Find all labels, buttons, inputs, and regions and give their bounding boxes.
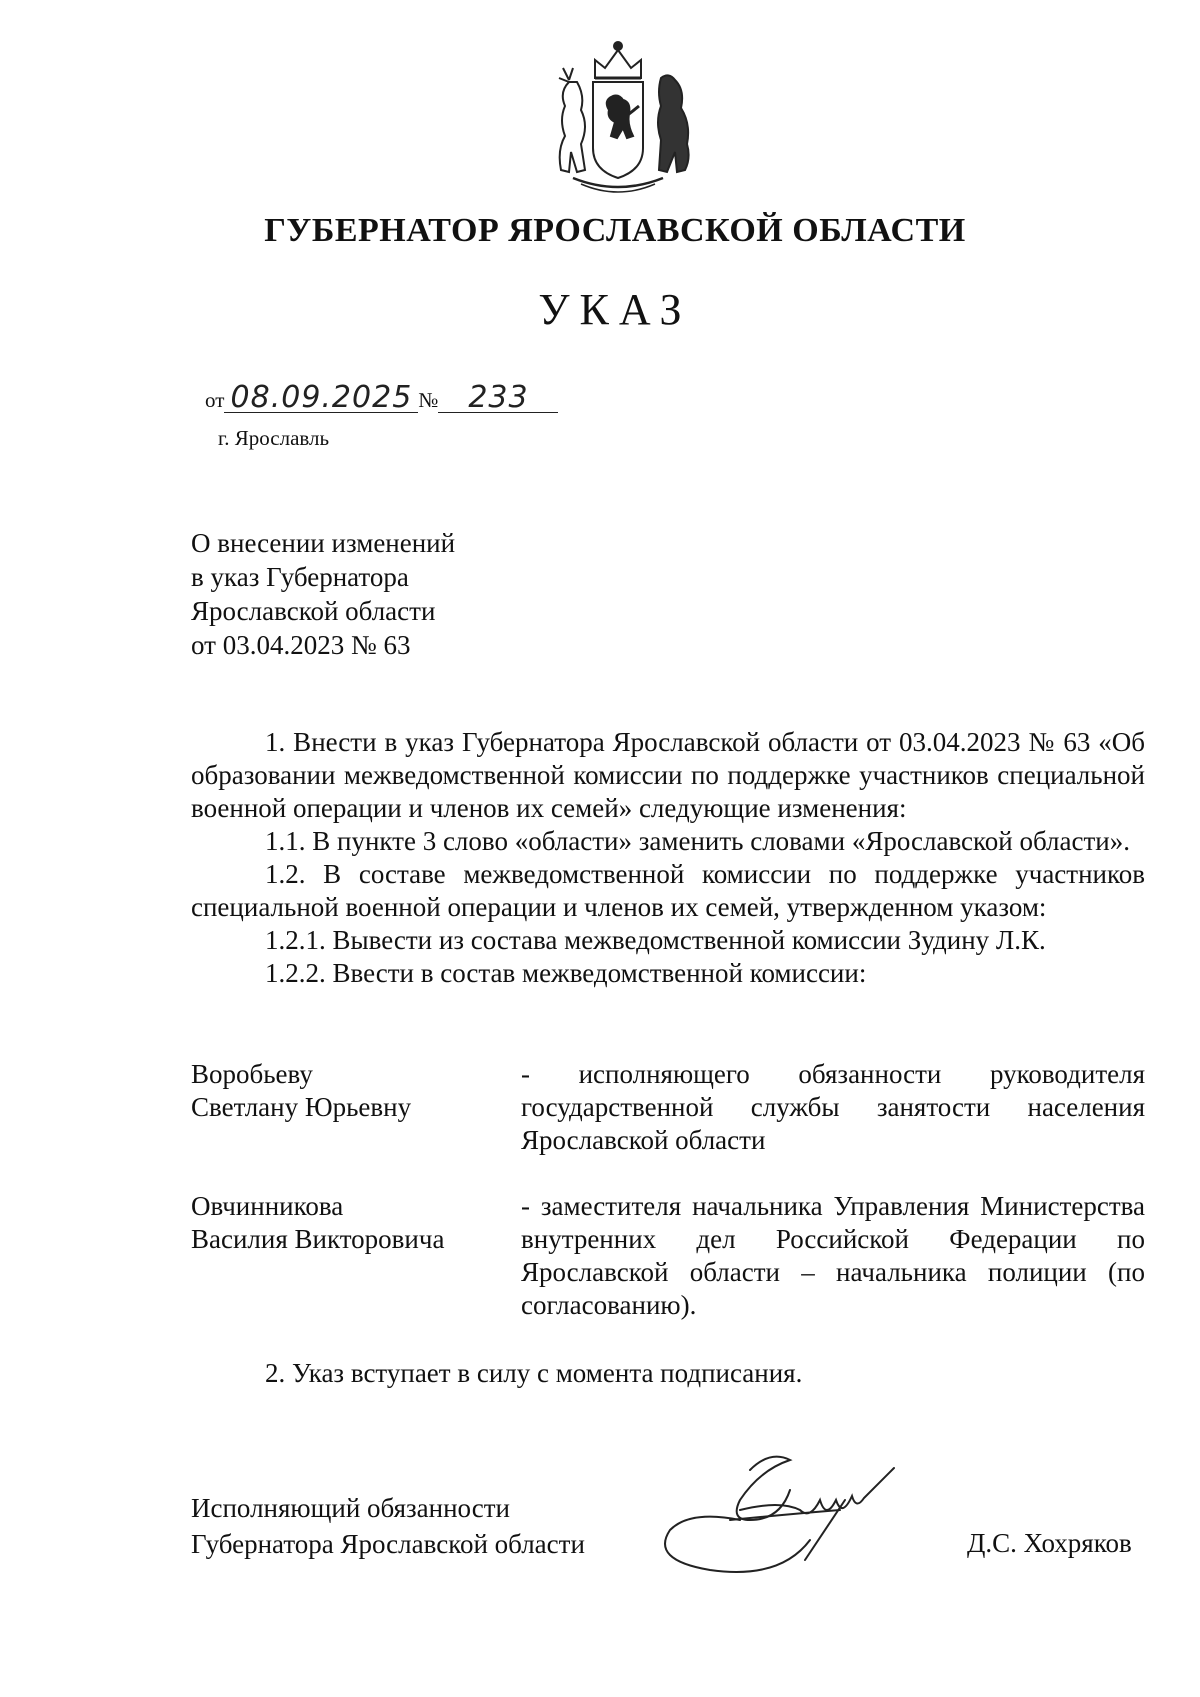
subject-line: О внесении изменений <box>191 528 456 558</box>
paragraph-2: 2. Указ вступает в силу с момента подписания. <box>265 1358 803 1388</box>
signer-title <box>191 1490 585 1562</box>
subject-line: в указ Губернатора <box>191 562 409 592</box>
signer-name: Д.С. Хохряков <box>967 1528 1132 1558</box>
member-position: - исполняющего обязанности руководителя государственной службы занятости населения Ярославской области <box>521 1059 1145 1155</box>
member-name <box>191 1058 521 1157</box>
signer-title-line: Исполняющий обязанности <box>191 1493 510 1523</box>
coat-of-arms-emblem <box>533 38 703 198</box>
paragraph-1-2-2: 1.2.2. Ввести в состав межведомственной комиссии: <box>265 958 867 988</box>
member-given-names: Василия Викторовича <box>191 1224 445 1254</box>
document-body <box>191 726 1145 990</box>
city-label: г. Ярославль <box>218 426 330 450</box>
date-number-line <box>205 380 558 415</box>
paragraph-1-2-1: 1.2.1. Вывести из состава межведомственной комиссии Зудину Л.К. <box>265 925 1046 955</box>
document-type-title: УКАЗ <box>538 285 692 334</box>
member-entry <box>191 1190 1145 1322</box>
member-name <box>191 1190 521 1322</box>
member-entry <box>191 1058 1145 1157</box>
subject-line: Ярославской области <box>191 596 436 626</box>
signer-title-line: Губернатора Ярославской области <box>191 1529 585 1559</box>
paragraph-1-1: 1.1. В пункте 3 слово «области» заменить словами «Ярославской области». <box>265 826 1130 856</box>
document-number: 233 <box>438 384 558 413</box>
paragraph-1-2: 1.2. В составе межведомственной комиссии по поддержке участников специальной военной операции и членов их семей, утвержденном указом: <box>191 859 1145 922</box>
number-label: № <box>418 388 439 412</box>
subject-line: от 03.04.2023 № 63 <box>191 630 411 660</box>
commission-members-list <box>191 1058 1145 1355</box>
member-surname: Овчинникова <box>191 1191 344 1221</box>
member-surname: Воробьеву <box>191 1059 313 1089</box>
paragraph-1: 1. Внести в указ Губернатора Ярославской области от 03.04.2023 № 63 «Об образовании межведомственной комиссии по поддержке участников специальной военной операции и членов их семей» следующие изменения: <box>191 727 1145 823</box>
document-date: 08.09.2025 <box>224 384 418 413</box>
member-position: - заместителя начальника Управления Министерства внутренних дел Российской Федерации по Ярославской области – начальника полиции (по согласованию). <box>521 1191 1145 1320</box>
issuing-authority-title: ГУБЕРНАТОР ЯРОСЛАВСКОЙ ОБЛАСТИ <box>264 212 966 249</box>
from-label: от <box>205 388 225 412</box>
document-subject <box>191 526 455 662</box>
handwritten-signature <box>640 1440 920 1590</box>
member-given-names: Светлану Юрьевну <box>191 1092 412 1122</box>
